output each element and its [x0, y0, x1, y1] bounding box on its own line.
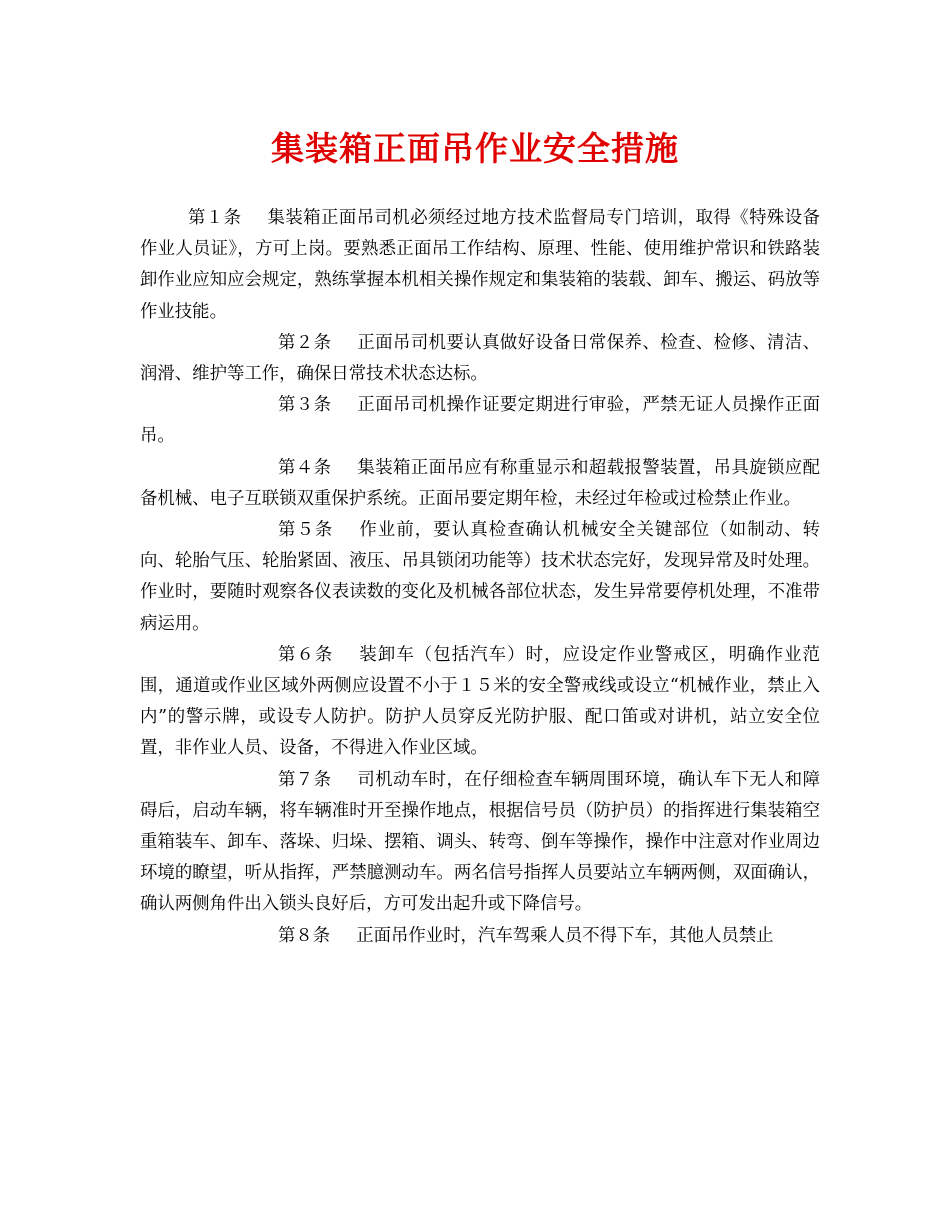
article-text: 作业前，要认真检查确认机械安全关键部位（如制动、转向、轮胎气压、轮胎紧固、液压、吊具锁闭功能等）技术状态完好，发现异常及时处理。作业时，要随时观察各仪表读数的变化及机械各部位状态，发生异常要停机处理，不准带病运用。	[140, 520, 820, 634]
article-number: 第１条	[188, 208, 242, 228]
article-number: 第３条	[278, 395, 332, 416]
article-number: 第２条	[278, 332, 332, 353]
article-7	[140, 765, 820, 921]
article-4	[140, 453, 820, 515]
article-3	[140, 390, 820, 452]
article-6	[140, 640, 820, 765]
article-text: 装卸车（包括汽车）时，应设定作业警戒区，明确作业范围，通道或作业区域外两侧应设置不小于１５米的安全警戒线或设立“机械作业，禁止入内”的警示牌，或设专人防护。防护人员穿反光防护服、配口笛或对讲机，站立安全位置，非作业人员、设备，不得进入作业区域。	[140, 644, 820, 759]
article-number: 第４条	[278, 457, 332, 478]
article-1	[140, 203, 820, 328]
article-text: 正面吊作业时，汽车驾乘人员不得下车，其他人员禁止	[356, 925, 774, 946]
article-number: 第７条	[278, 769, 332, 790]
article-text: 正面吊司机操作证要定期进行审验，严禁无证人员操作正面吊。	[140, 395, 820, 447]
article-5	[140, 515, 820, 640]
article-text: 司机动车时，在仔细检查车辆周围环境，确认车下无人和障碍后，启动车辆，将车辆准时开至操作地点，根据信号员（防护员）的指挥进行集装箱空重箱装车、卸车、落垛、归垛、摆箱、调头、转弯、倒车等操作，操作中注意对作业周边环境的瞭望，听从指挥，严禁臆测动车。两名信号指挥人员要站立车辆两侧，双面确认，确认两侧角件出入锁头良好后，方可发出起升或下降信号。	[140, 769, 820, 915]
document-body	[140, 203, 820, 952]
article-text: 集装箱正面吊应有称重显示和超载报警装置，吊具旋锁应配备机械、电子互联锁双重保护系统。正面吊要定期年检，未经过年检或过检禁止作业。	[140, 457, 820, 509]
article-text: 正面吊司机要认真做好设备日常保养、检查、检修、清洁、润滑、维护等工作，确保日常技术状态达标。	[140, 332, 820, 385]
article-8	[140, 921, 820, 952]
article-text: 集装箱正面吊司机必须经过地方技术监督局专门培训，取得《特殊设备作业人员证》，方可上岗。要熟悉正面吊工作结构、原理、性能、使用维护常识和铁路装卸作业应知应会规定，熟练掌握本机相关操作规定和集装箱的装载、卸车、搬运、码放等作业技能。	[140, 208, 820, 322]
article-number: 第８条	[278, 925, 331, 946]
article-number: 第５条	[278, 520, 334, 541]
article-number: 第６条	[278, 644, 334, 665]
document-title: 集装箱正面吊作业安全措施	[271, 129, 679, 168]
article-2	[140, 328, 820, 390]
